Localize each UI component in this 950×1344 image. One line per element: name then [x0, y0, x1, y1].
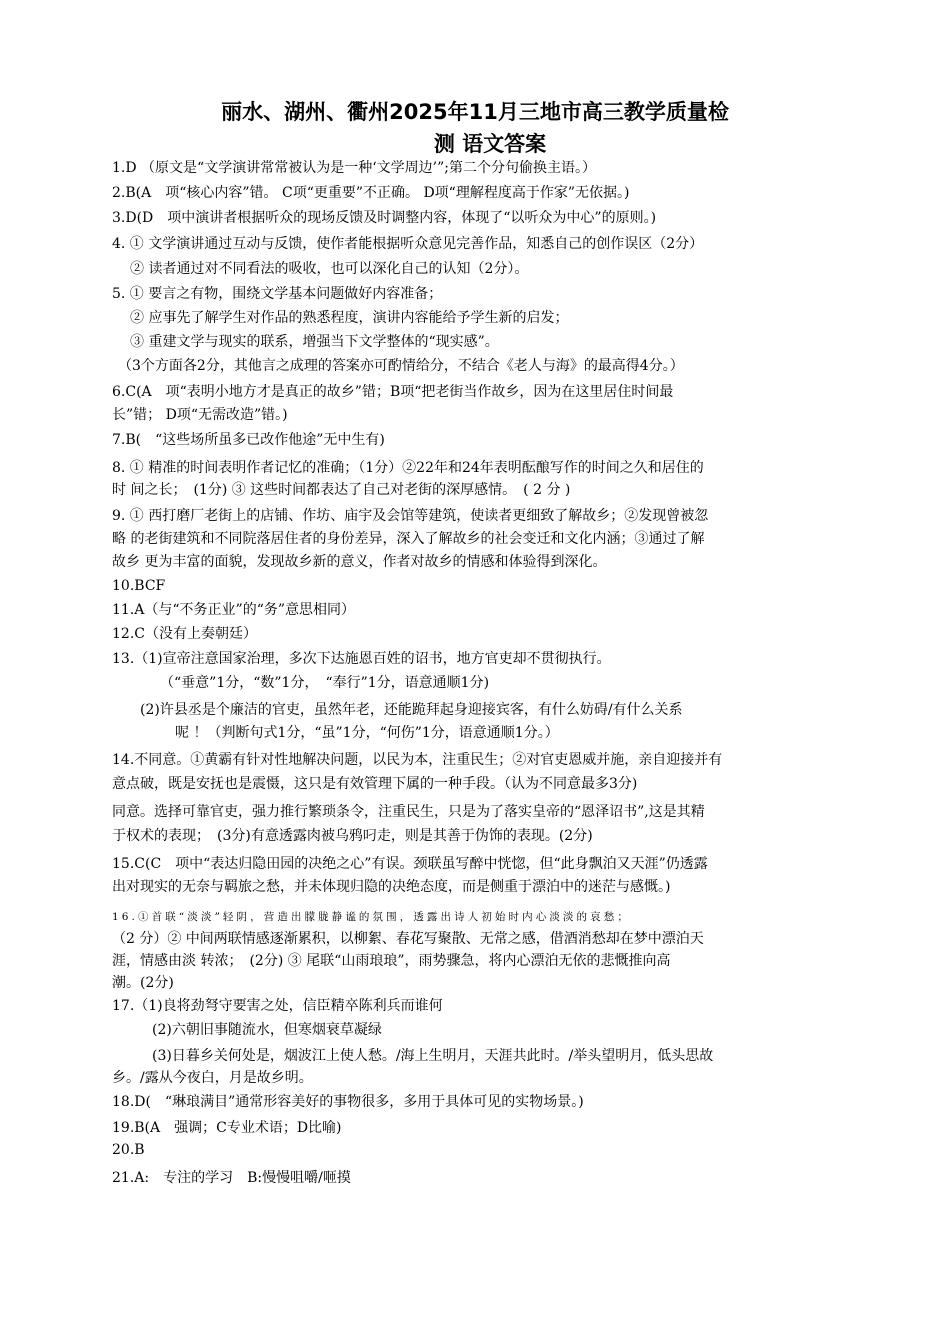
answer-line: （“垂意”1分，“数”1分， “奉行”1分，语意通顺1分) — [160, 675, 490, 691]
answer-line: 14.不同意。①黄霸有针对性地解决问题，以民为本，注重民生；②对官吏恩威并施，亲自迎接并有 — [112, 752, 723, 768]
answer-line: 1.D （原文是“文学演讲常常被认为是一种‘文学周边’”;第二个分句偷换主语。） — [112, 160, 596, 176]
answer-line: 乡。/露从今夜白，月是故乡明。 — [112, 1070, 313, 1086]
answer-line: 同意。选择可靠官吏，强力推行繁琐条令，注重民生，只是为了落实皇帝的“恩泽诏书”,这是其精 — [112, 804, 705, 820]
answer-line: 于权术的表现； (3分)有意透露肉被乌鸦叼走，则是其善于伪饰的表现。(2分) — [112, 828, 593, 844]
answer-line: (2)六朝旧事随流水，但寒烟衰草凝绿 — [152, 1022, 382, 1038]
answer-line: 时 间之长； (1分) ③ 这些时间都表达了自己对老街的深厚感情。 ( 2 分 ) — [112, 482, 571, 498]
answer-line: 18.D( “琳琅满目”通常形容美好的事物很多，多用于具体可见的实物场景。) — [112, 1094, 584, 1110]
answer-line: 16.①首联“淡淡”轻阴，营造出朦胧静谧的氛围，透露出诗人初始时内心淡淡的哀愁； — [112, 911, 631, 923]
answer-line: 4. ① 文学演讲通过互动与反馈，使作者能根据听众意见完善作品，知悉自己的创作误区（2分） — [112, 236, 704, 252]
answer-line: 8. ① 精准的时间表明作者记忆的准确；（1分）②22年和24年表明酝酿写作的时间之久和居住的 — [112, 460, 704, 476]
answer-line: 意点破，既是安抚也是震慑，这只是有效管理下属的一种手段。（认为不同意最多3分) — [112, 776, 638, 792]
document-title-line-1: 丽水、湖州、衢州2025年11月三地市高三教学质量检 — [221, 100, 729, 124]
answer-line: 呢 ！（判断句式1分，“虽”1分，“何伤”1分，语意通顺1分。） — [175, 725, 559, 741]
answer-line: (2)许县丞是个廉洁的官吏，虽然年老，还能跪拜起身迎接宾客，有什么妨碍/有什么关系 — [140, 702, 683, 718]
answer-line: 21.A: 专注的学习 B:慢慢咀嚼/咂摸 — [112, 1170, 351, 1186]
answer-line: 涯，情感由淡 转浓； (2分) ③ 尾联“山雨琅琅”，雨势骤急，将内心漂泊无依的悲慨推向高 — [112, 953, 671, 969]
answer-line: 出对现实的无奈与羁旅之愁，并未体现归隐的决绝态度，而是侧重于漂泊中的迷茫与感慨。) — [112, 879, 671, 895]
answer-line: 12.C（没有上奏朝廷） — [112, 626, 257, 642]
answer-line: ② 应事先了解学生对作品的熟悉程度，演讲内容能给予学生新的启发； — [130, 310, 569, 326]
answer-line: ② 读者通过对不同看法的吸收，也可以深化自己的认知（2分）。 — [130, 261, 529, 277]
answer-line: 长”错； D项“无需改造”错。) — [112, 407, 288, 423]
answer-line: ③ 重建文学与现实的联系，增强当下文学整体的“现实感”。 — [130, 334, 499, 350]
answer-line: 13.（1)宣帝注意国家治理，多次下达施恩百姓的诏书，地方官吏却不贯彻执行。 — [112, 651, 611, 667]
answer-line: 故乡 更为丰富的面貌，发现故乡新的意义，作者对故乡的情感和体验得到深化。 — [112, 554, 607, 570]
answer-line: 15.C(C 项中“表达归隐田园的决绝之心”有误。颈联虽写醉中恍惚，但“此身飘泊又天涯”仍透露 — [112, 856, 708, 872]
answer-line: 2.B(A 项“核心内容”错。 C项“更重要”不正确。 D项“理解程度高于作家”无依据。) — [112, 185, 630, 201]
answer-line: 10.BCF — [112, 578, 166, 594]
answer-line: 7.B( “这些场所虽多已改作他途”无中生有) — [112, 432, 385, 448]
answer-line: 9. ① 西打磨厂老街上的店铺、作坊、庙宇及会馆等建筑，使读者更细致了解故乡；②发现曾被忽 — [112, 508, 709, 524]
answer-line: 5. ① 要言之有物，围绕文学基本问题做好内容准备； — [112, 286, 443, 302]
answer-line: 略 的老街建筑和不同院落居住者的身份差异，深入了解故乡的社会变迁和文化内涵；③通过了解 — [112, 531, 705, 547]
answer-line: 17.（1)良将劲弩守要害之处，信臣精卒陈利兵而谁何 — [112, 998, 443, 1014]
answer-line: 20.B — [112, 1142, 145, 1158]
answer-line: 19.B(A 强调；C专业术语；D比喻) — [112, 1120, 342, 1136]
answer-line: （3个方面各2分，其他言之成理的答案亦可酌情给分，不结合《老人与海》的最高得4分。） — [118, 358, 684, 374]
document-title-line-2: 测 语文答案 — [433, 132, 547, 156]
answer-line: 11.A（与“不务正业”的“务”意思相同） — [112, 602, 356, 618]
answer-line: (3)日暮乡关何处是，烟波江上使人愁。/海上生明月，天涯共此时。/举头望明月，低头思故 — [152, 1048, 714, 1064]
answer-line: （2 分）② 中间两联情感逐渐累积，以柳絮、春花写聚散、无常之感，借酒消愁却在梦中漂泊天 — [112, 931, 704, 947]
answer-line: 潮。(2分) — [112, 975, 174, 991]
answer-line: 6.C(A 项“表明小地方才是真正的故乡”错；B项“把老街当作故乡，因为在这里居住时间最 — [112, 384, 674, 400]
answer-line: 3.D(D 项中演讲者根据听众的现场反馈及时调整内容，体现了“以听众为中心”的原则。) — [112, 210, 657, 226]
